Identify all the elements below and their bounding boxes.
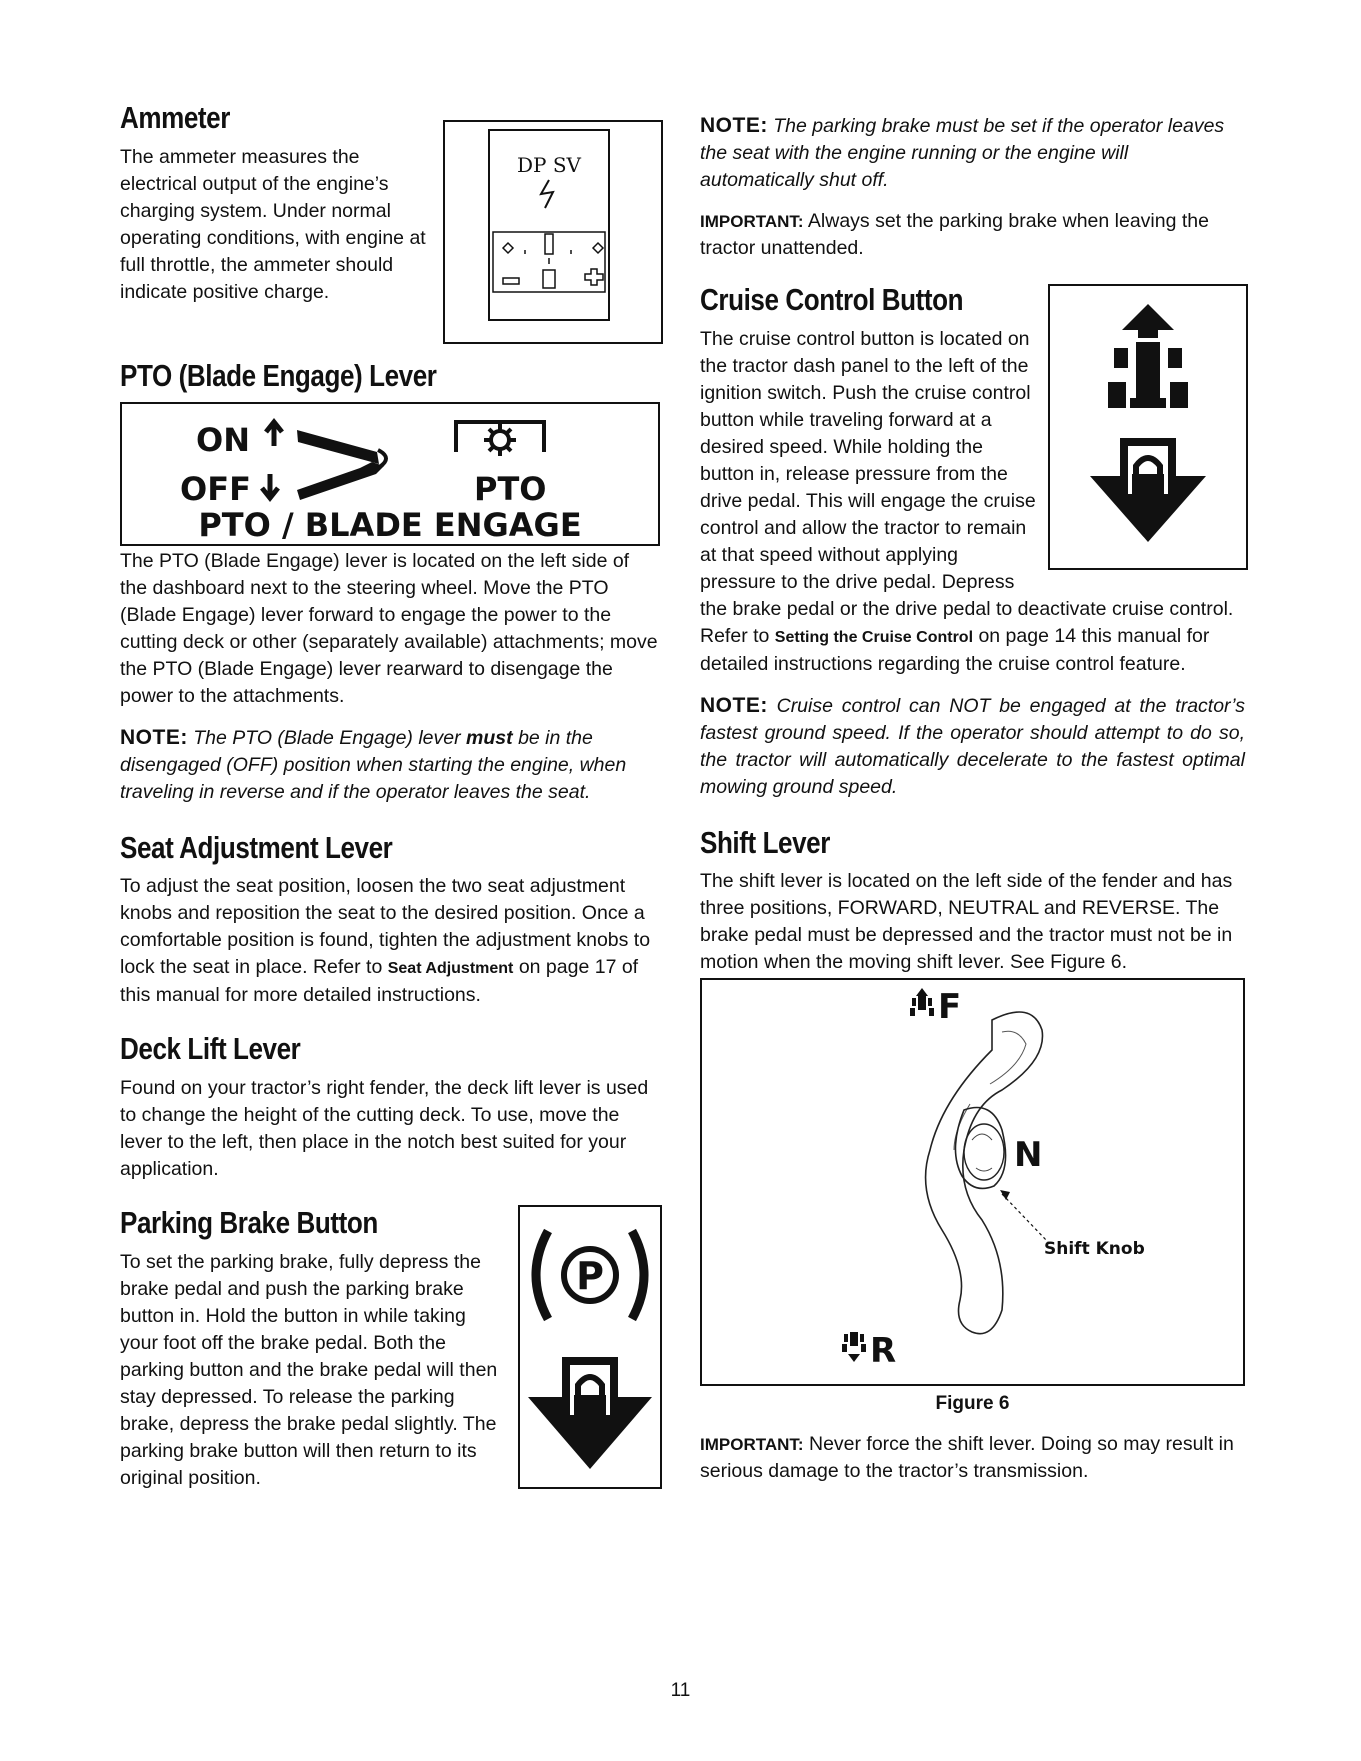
seat-section [120,830,660,1010]
tractor-forward-icon [910,988,934,1016]
parking-heading: Parking Brake Button [120,1204,378,1240]
arrow-down-icon [262,474,278,498]
ammeter-figure [443,120,663,344]
tractor-reverse-icon [842,1332,866,1362]
pto-note-bold: must [466,726,513,749]
battery-icon [543,270,555,288]
lock-icon [1090,438,1206,542]
shift-important [700,1431,1245,1485]
lever-upper-icon [297,430,379,464]
ammeter-heading: Ammeter [120,100,230,135]
pto-on-label: ON [196,420,250,459]
pto-decal-title: PTO / BLADE ENGAGE [198,505,582,544]
cruise-figure [1048,284,1248,570]
cruise-note-text: Cruise control can NOT be engaged at the tractor’s fastest ground speed. If the operator should attempt to do so, the tractor will automatically decelerate to the fastest optimal mowing ground speed. [700,694,1245,798]
arrow-up-icon [266,422,282,446]
deck-body: Found on your tractor’s right fender, the deck lift lever is used to change the height of the cutting deck. To use, move the lever to the left, then place in the notch best suited for your application. [120,1076,649,1180]
shift-knob-outline [955,1108,1005,1189]
plus-icon [585,269,603,285]
shift-lever-diagram [702,980,1243,1384]
parking-important [700,208,1245,262]
deck-section [120,1031,660,1183]
shift-important-text: Never force the shift lever. Doing so may result in serious damage to the tractor’s transmission. [700,1433,1234,1483]
seat-ref: Seat Adjustment [387,960,514,978]
parking-p-letter: P [576,1253,604,1298]
cruise-section [700,282,1245,801]
parking-important-label: IMPORTANT: [700,212,804,231]
pto-decal-art [122,404,658,544]
ammeter-section [120,100,660,344]
cruise-heading: Cruise Control Button [700,282,964,317]
cruise-ref: Setting the Cruise Control [774,628,974,646]
left-column [120,100,660,1492]
seat-heading: Seat Adjustment Lever [120,829,393,865]
page-number: 11 [670,1680,691,1701]
pointer-arrow-icon [1000,1190,1010,1200]
cruise-body-post: on page 14 this manual for detailed instructions regarding the cruise control feature. [700,624,1210,675]
shift-heading: Shift Lever [700,824,830,860]
lock-icon [528,1357,652,1469]
figure-6 [700,978,1245,1386]
parking-note-label: NOTE: [700,114,768,137]
seat-body-pre: To adjust the seat position, loosen the two seat adjustment knobs and reposition the seat to the desired position. Once a comfortable position is found, tighten the adjustment knobs to lock the seat in place. Refer to [120,875,651,979]
gauge-label: DP SV [517,153,581,177]
cruise-body-pre: The cruise control button is located on the tractor dash panel to the left of the ignition switch. Push the cruise control button while traveling forward at a desired speed. While holding the button in, release pressure from the drive pedal. This will engage the cruise control and allow the tractor to remain at that speed without applying pressure to the drive pedal. Depress the brake pedal or the drive pedal to deactivate cruise control. Refer to [700,327,1234,647]
ammeter-gauge-icon [445,122,661,342]
shift-important-label: IMPORTANT: [700,1435,804,1455]
shift-section [700,825,1245,1486]
seat-body-post: on page 17 of this manual for more detailed instructions. [120,956,639,1007]
pto-section [120,358,660,806]
pto-decal [120,402,660,546]
right-column [700,112,1245,1485]
pto-note-pre: The PTO (Blade Engage) lever [193,726,461,749]
pto-heading: PTO (Blade Engage) Lever [120,358,437,393]
deck-heading: Deck Lift Lever [120,1031,301,1067]
parking-brake-icon [520,1207,660,1487]
shift-knob-label: Shift Knob [1044,1239,1145,1260]
cruise-note-label: NOTE: [700,693,768,717]
minus-icon [503,278,519,284]
ammeter-body: The ammeter measures the electrical output of the engine’s charging system. Under normal operating conditions, with engine at full throttle, the ammeter should indicate positive charge. [120,145,426,303]
lightning-icon [541,180,553,208]
pto-note-post: be in the disengaged (OFF) position when starting the engine, when traveling in reverse and if the operator leaves the seat. [120,726,627,803]
parking-section [120,1205,660,1492]
pto-note-label: NOTE: [120,725,188,749]
pto-label: PTO [474,469,547,508]
neutral-label: N [1014,1135,1043,1176]
cruise-note [700,692,1245,801]
seat-body [120,873,660,1009]
pto-off-label: OFF [180,469,251,508]
pto-note [120,724,660,806]
pto-body: The PTO (Blade Engage) lever is located on the left side of the dashboard next to the steering wheel. Move the PTO (Blade Engage) lever forward to engage the power to the cutting deck or other (separately available) attachments; move the PTO (Blade Engage) lever rearward to disengage the power to the attachments. [120,549,658,707]
lever-lower-icon [297,462,384,500]
tractor-forward-icon [1050,286,1246,568]
parking-figure [518,1205,662,1489]
figure-6-caption: Figure 6 [935,1393,1010,1415]
reverse-label: R [870,1331,897,1372]
shift-body: The shift lever is located on the left side of the fender and has three positions, FORWARD, NEUTRAL and REVERSE. The brake pedal must be depressed and the tractor must not be in motion when the moving shift lever. See Figure 6. [700,870,1233,974]
parking-body: To set the parking brake, fully depress the brake pedal and push the parking brake button in. Hold the button in while taking your foot off the brake pedal. Both the parking button and the brake pedal will then stay depressed. To release the parking brake, depress the brake pedal slightly. The parking brake button will then return to its original position. [120,1250,498,1489]
knob-pointer-line [1002,1194,1048,1242]
forward-label: F [938,987,962,1028]
parking-important-text: Always set the parking brake when leaving the tractor unattended. [700,210,1209,259]
parking-note-text: The parking brake must be set if the operator leaves the seat with the engine running or the engine will automatically shut off. [700,115,1225,191]
parking-note [700,112,1245,194]
